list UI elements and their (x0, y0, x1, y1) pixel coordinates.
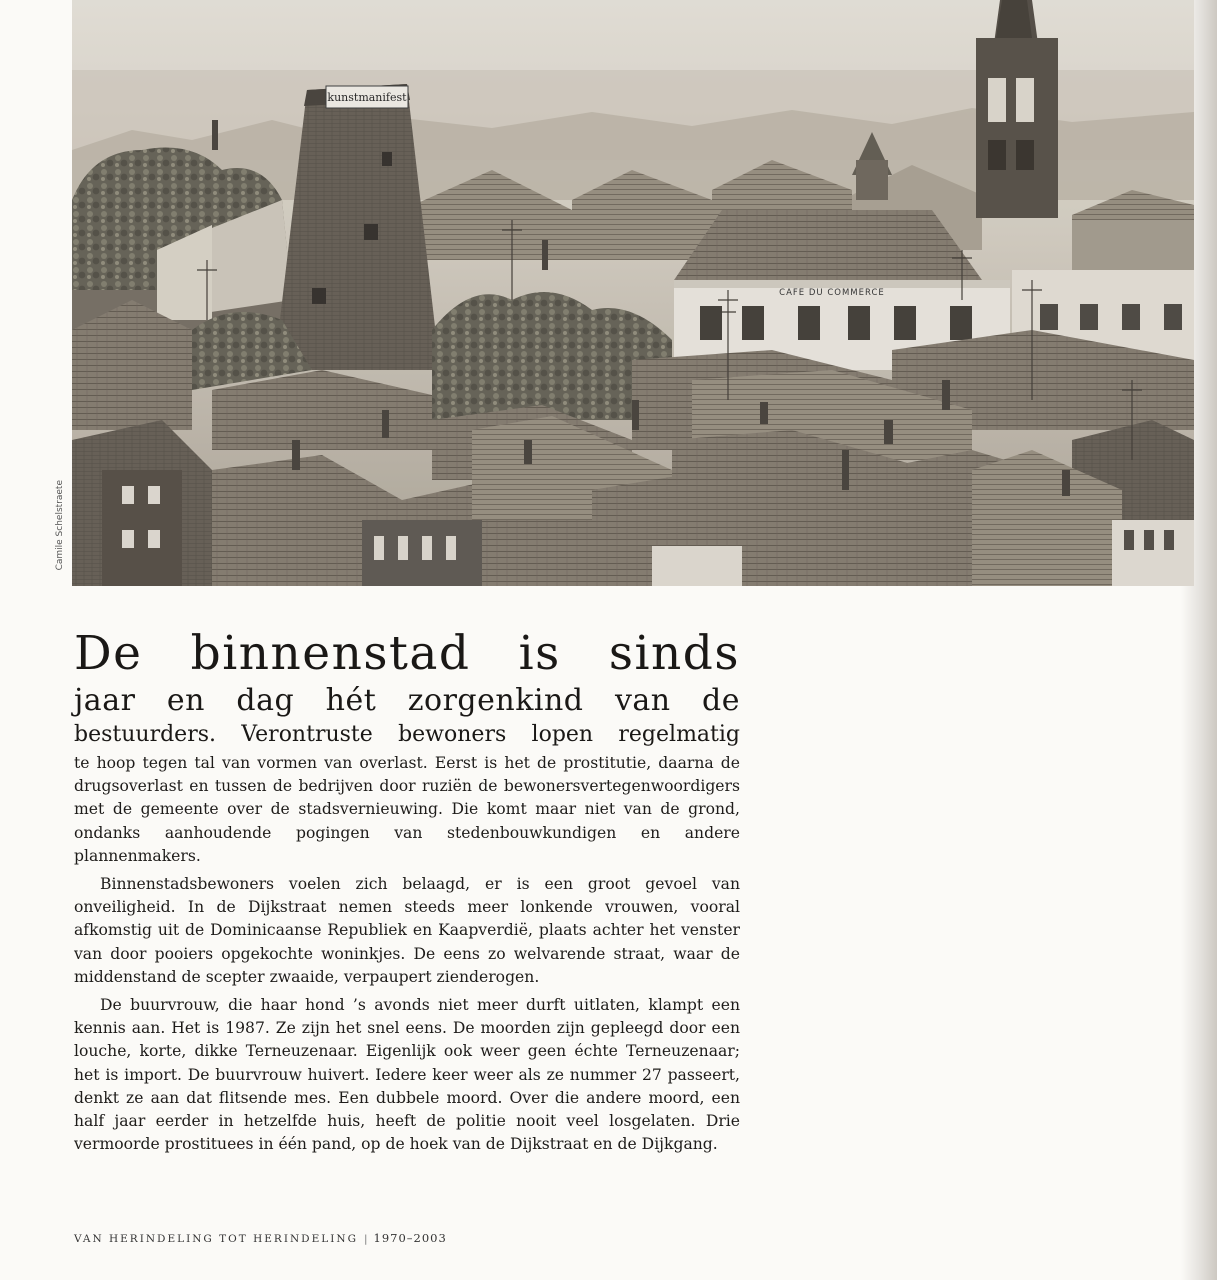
running-footer (74, 1231, 447, 1245)
heading-line-3: bestuurders. Verontruste bewoners lopen regelmatig (74, 722, 740, 747)
footer-separator: | (363, 1233, 368, 1245)
article-paragraph-2: Binnenstadsbewoners voelen zich belaagd, er is een groot gevoel van onveiligheid. In de Dijkstraat nemen steeds meer lonkende vrouwen, vooral afkomstig uit de Dominicaanse Republiek en Kaapverdië, plaats achter het venster van door pooiers opgekochte woninkjes. De eens zo welvarende straat, waar de middenstand de scepter zwaaide, verpaupert zienderogen. (74, 875, 740, 986)
photo-credit-text: Camile Schelstraete (55, 480, 65, 571)
cafe-sign-text: CAFE DU COMMERCE (779, 288, 885, 298)
article-paragraph-1: te hoop tegen tal van vormen van overlast. Eerst is het de prostitutie, daarna de drugsoverlast en tussen de bedrijven door ruziën de bewonersvertegenwoordigers met de gemeente over de stadsvernieuwing. Die komt maar niet van de grond, ondanks aanhoudende pogingen van stedenbouwkundigen en andere plannenmakers. (74, 754, 740, 865)
article-paragraph-3: De buurvrouw, die haar hond ’s avonds niet meer durft uitlaten, klampt een kennis aan. Het is 1987. Ze zijn het snel eens. De moorden zijn gepleegd door een louche, korte, dikke Terneuzenaar. Eigenlijk ook weer geen échte Terneuzenaar; het is import. De buurvrouw huivert. Iedere keer weer als ze nummer 27 passeert, denkt ze aan dat flitsende mes. Een dubbele moord. Over die andere moord, een half jaar eerder in hetzelfde huis, heeft de politie nooit veel losgelaten. Drie vermoorde prostituees in één pand, op de hoek van de Dijkstraat en de Dijkgang. (74, 996, 740, 1154)
cityscape-illustration (72, 0, 1194, 586)
heading-line-1: De binnenstad is sinds (74, 626, 740, 681)
photo-credit (55, 480, 69, 590)
footer-section-title: VAN HERINDELING TOT HERINDELING (74, 1233, 358, 1245)
tower-sign-text: kunstmanifest (327, 91, 407, 104)
heading-line-2: jaar en dag hét zorgenkind van de (74, 683, 740, 718)
article (74, 626, 740, 1156)
footer-years: 1970–2003 (373, 1231, 447, 1245)
cityscape-photo (72, 0, 1194, 586)
